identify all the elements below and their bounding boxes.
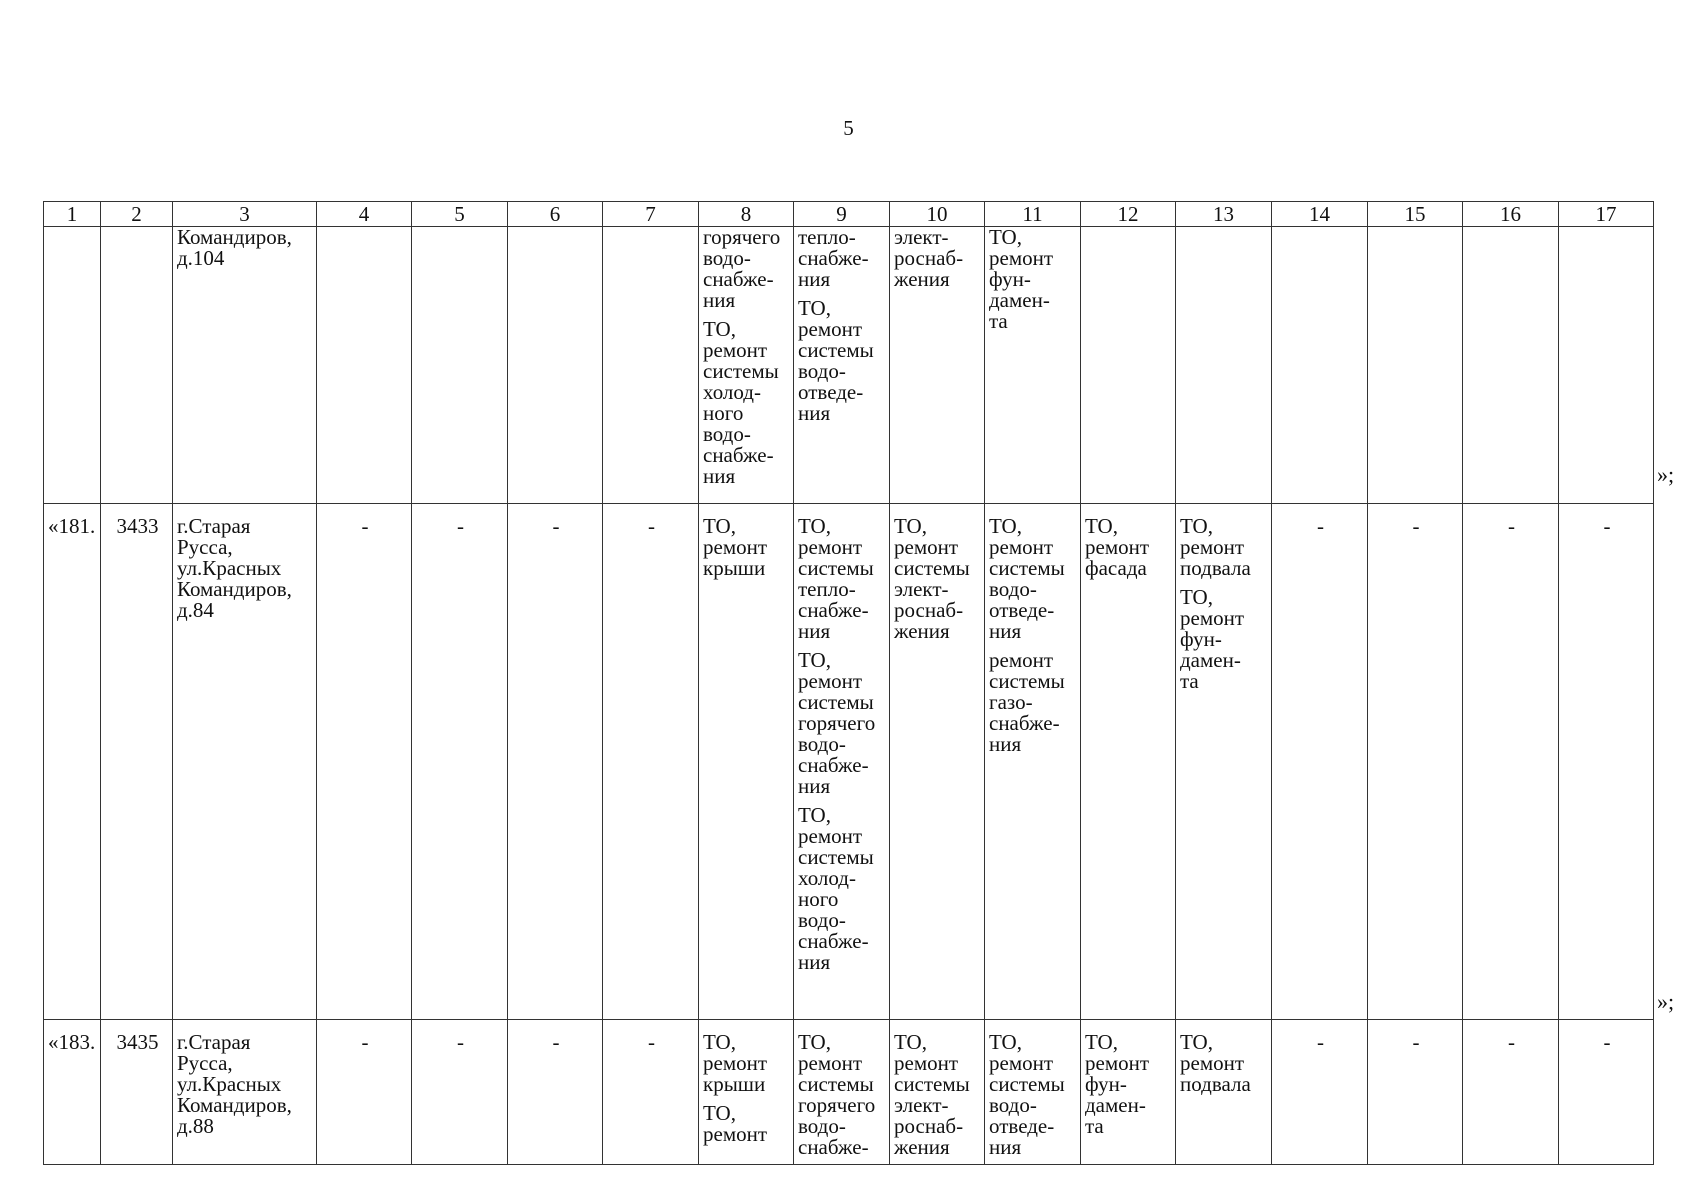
cell-line: системы [989, 556, 1065, 580]
cell-line: ТО, [798, 803, 831, 827]
cell-line: д.84 [177, 598, 214, 622]
column-header: 16 [1463, 202, 1559, 227]
cell-paragraph [798, 227, 887, 290]
table-cell: - [1272, 504, 1368, 1020]
table-cell: - [508, 504, 603, 1020]
table-cell: - [317, 504, 412, 1020]
cell-line: ремонт [703, 1051, 768, 1075]
table-cell [985, 504, 1081, 1020]
cell-line: снабже- [798, 753, 869, 777]
column-header: 3 [173, 202, 317, 227]
cell-line: ТО, [798, 1030, 831, 1054]
cell-line: ТО, [1180, 514, 1213, 538]
column-header: 12 [1081, 202, 1176, 227]
cell-paragraph [989, 227, 1078, 332]
table-row [44, 227, 1654, 504]
cell-paragraph [894, 516, 982, 642]
cell-line: ТО, [1085, 514, 1118, 538]
cell-paragraph [894, 227, 982, 290]
cell-line: ТО, [1085, 1030, 1118, 1054]
table-cell [1463, 227, 1559, 504]
cell-paragraph [703, 516, 791, 579]
cell-line: Командиров, [177, 226, 292, 249]
cell-line: ремонт [798, 1051, 863, 1075]
cell-line: снабже- [798, 929, 869, 953]
table-cell [173, 227, 317, 504]
cell-line: ния [798, 950, 831, 974]
cell-line: отведе- [798, 380, 864, 404]
cell-line: ТО, [798, 514, 831, 538]
cell-paragraph [703, 1032, 791, 1095]
cell-line: водо- [798, 732, 846, 756]
table-cell [1272, 227, 1368, 504]
table-cell [603, 227, 699, 504]
table-cell [1176, 227, 1272, 504]
cell-line: системы [703, 359, 779, 383]
cell-line: д.88 [177, 1114, 214, 1138]
cell-line: ного [798, 887, 839, 911]
column-header: 11 [985, 202, 1081, 227]
cell-line: ремонт [894, 535, 959, 559]
table-cell [699, 504, 794, 1020]
table-cell [1176, 1020, 1272, 1165]
table-cell [794, 504, 890, 1020]
table-cell [890, 504, 985, 1020]
cell-line: фасада [1085, 556, 1147, 580]
cell-line: горячего [703, 226, 781, 249]
cell-line: ния [798, 619, 831, 643]
cell-line: элект- [894, 577, 949, 601]
table-cell [699, 1020, 794, 1165]
page-number: 5 [843, 116, 854, 140]
table-cell: «181. [44, 504, 101, 1020]
table-cell [508, 227, 603, 504]
cell-line: ТО, [1180, 585, 1213, 609]
cell-line: роснаб- [894, 246, 964, 270]
cell-paragraph [1180, 587, 1269, 692]
cell-line: ТО, [798, 648, 831, 672]
cell-line: ТО, [703, 1101, 736, 1125]
column-header: 1 [44, 202, 101, 227]
cell-paragraph [1180, 516, 1269, 579]
cell-line: снабже- [989, 711, 1060, 735]
table-cell [890, 1020, 985, 1165]
cell-paragraph [894, 1032, 982, 1158]
cell-line: дамен- [1085, 1093, 1146, 1117]
column-header: 15 [1368, 202, 1463, 227]
cell-line: горячего [798, 1093, 876, 1117]
cell-line: дамен- [989, 288, 1050, 312]
table-cell: - [1368, 1020, 1463, 1165]
table-cell [1081, 504, 1176, 1020]
column-header: 5 [412, 202, 508, 227]
table-row [44, 504, 1654, 1020]
table-cell [1081, 1020, 1176, 1165]
cell-line: ул.Красных [177, 1072, 282, 1096]
cell-line: ного [703, 401, 744, 425]
cell-line: системы [989, 669, 1065, 693]
cell-line: ТО, [703, 1030, 736, 1054]
cell-line: водо- [798, 359, 846, 383]
table-cell: - [412, 1020, 508, 1165]
cell-line: фун- [1085, 1072, 1127, 1096]
column-header: 6 [508, 202, 603, 227]
cell-line: ремонт [703, 1122, 768, 1146]
column-header: 7 [603, 202, 699, 227]
table-cell: - [603, 504, 699, 1020]
cell-line: холод- [798, 866, 856, 890]
cell-line: ния [798, 401, 831, 425]
cell-line: водо- [989, 1093, 1037, 1117]
cell-line: снабже- [798, 598, 869, 622]
cell-paragraph [989, 650, 1078, 755]
cell-line: горячего [798, 711, 876, 735]
cell-line: системы [798, 845, 874, 869]
cell-line: водо- [703, 422, 751, 446]
cell-line: системы [798, 690, 874, 714]
cell-line: ремонт [989, 1051, 1054, 1075]
cell-line: г.Старая [177, 1030, 251, 1054]
cell-line: ния [798, 774, 831, 798]
table-cell: - [1272, 1020, 1368, 1165]
cell-paragraph [798, 650, 887, 797]
cell-line: ТО, [703, 317, 736, 341]
cell-line: ремонт [798, 669, 863, 693]
table-cell [412, 227, 508, 504]
cell-line: ТО, [989, 514, 1022, 538]
cell-line: та [989, 309, 1008, 333]
cell-paragraph [798, 1032, 887, 1158]
cell-line: ТО, [894, 514, 927, 538]
cell-line: системы [798, 556, 874, 580]
cell-line: водо- [703, 246, 751, 270]
cell-line: снабже- [703, 267, 774, 291]
cell-line: крыши [703, 1072, 766, 1096]
cell-line: ул.Красных [177, 556, 282, 580]
table-cell: - [1463, 1020, 1559, 1165]
cell-line: водо- [798, 908, 846, 932]
cell-line: г.Старая [177, 514, 251, 538]
table-cell: - [1559, 504, 1654, 1020]
cell-paragraph [703, 227, 791, 311]
cell-line: водо- [798, 1114, 846, 1138]
cell-line: элект- [894, 1093, 949, 1117]
cell-line: ния [989, 732, 1022, 756]
cell-line: д.104 [177, 246, 225, 270]
cell-paragraph [798, 805, 887, 973]
cell-line: Русса, [177, 1051, 233, 1075]
column-header: 14 [1272, 202, 1368, 227]
work-schedule-table [43, 201, 1654, 1165]
cell-line: отведе- [989, 598, 1055, 622]
table-cell: - [1463, 504, 1559, 1020]
cell-paragraph [798, 298, 887, 424]
column-header: 10 [890, 202, 985, 227]
table-cell [44, 227, 101, 504]
cell-line: жения [894, 1135, 950, 1159]
cell-paragraph [989, 1032, 1078, 1158]
cell-line: ремонт [989, 246, 1054, 270]
cell-line: системы [989, 1072, 1065, 1096]
table-cell [985, 1020, 1081, 1165]
cell-line: ТО, [703, 514, 736, 538]
table-row [44, 1020, 1654, 1165]
header-row [44, 202, 1654, 227]
cell-line: ния [703, 288, 736, 312]
table-cell [1081, 227, 1176, 504]
cell-line: ния [989, 619, 1022, 643]
column-header: 17 [1559, 202, 1654, 227]
table-cell [794, 1020, 890, 1165]
table-cell [1176, 504, 1272, 1020]
cell-line: системы [798, 1072, 874, 1096]
cell-line: ТО, [798, 296, 831, 320]
table-cell: «183. [44, 1020, 101, 1165]
cell-line: ремонт [894, 1051, 959, 1075]
cell-line: ремонт [1085, 535, 1150, 559]
cell-line: жения [894, 619, 950, 643]
cell-line: элект- [894, 226, 949, 249]
cell-line: ремонт [1180, 535, 1245, 559]
cell-line: фун- [989, 267, 1031, 291]
cell-line: снабже- [703, 443, 774, 467]
cell-line: ремонт [1180, 606, 1245, 630]
cell-line: та [1085, 1114, 1104, 1138]
table-cell [101, 227, 173, 504]
cell-paragraph [798, 516, 887, 642]
column-header: 9 [794, 202, 890, 227]
cell-line: ремонт [1180, 1051, 1245, 1075]
table-cell [985, 227, 1081, 504]
table-cell [1559, 227, 1654, 504]
column-header: 8 [699, 202, 794, 227]
cell-line: крыши [703, 556, 766, 580]
column-header: 13 [1176, 202, 1272, 227]
cell-paragraph [1180, 1032, 1269, 1095]
cell-paragraph [703, 319, 791, 487]
cell-line: ремонт [989, 648, 1054, 672]
cell-line: Командиров, [177, 1093, 292, 1117]
table-cell [699, 227, 794, 504]
cell-line: Командиров, [177, 577, 292, 601]
cell-paragraph [1085, 1032, 1173, 1137]
table-cell [317, 227, 412, 504]
table-cell: - [1368, 504, 1463, 1020]
row-end-mark: »; [1657, 989, 1675, 1014]
table-cell [173, 504, 317, 1020]
table-cell: - [317, 1020, 412, 1165]
cell-line: ТО, [989, 226, 1022, 249]
cell-line: системы [798, 338, 874, 362]
cell-line: ремонт [703, 338, 768, 362]
table-cell: - [1559, 1020, 1654, 1165]
cell-line: Русса, [177, 535, 233, 559]
column-header: 2 [101, 202, 173, 227]
table-cell: - [603, 1020, 699, 1165]
cell-line: ремонт [798, 824, 863, 848]
table-cell: - [412, 504, 508, 1020]
cell-line: ремонт [798, 535, 863, 559]
cell-line: тепло- [798, 577, 856, 601]
cell-line: газо- [989, 690, 1033, 714]
table-cell [890, 227, 985, 504]
row-end-mark: »; [1657, 462, 1675, 487]
cell-line: ния [703, 464, 736, 488]
table-cell: 3435 [101, 1020, 173, 1165]
cell-line: снабже- [798, 246, 869, 270]
cell-line: ния [989, 1135, 1022, 1159]
cell-line: отведе- [989, 1114, 1055, 1138]
cell-line: ТО, [989, 1030, 1022, 1054]
cell-line: ТО, [1180, 1030, 1213, 1054]
cell-line: ремонт [703, 535, 768, 559]
cell-line: тепло- [798, 226, 856, 249]
cell-paragraph [989, 516, 1078, 642]
cell-line: снабже- [798, 1135, 869, 1159]
cell-line: жения [894, 267, 950, 291]
cell-line: системы [894, 1072, 970, 1096]
cell-line: дамен- [1180, 648, 1241, 672]
cell-line: ТО, [894, 1030, 927, 1054]
cell-line: холод- [703, 380, 761, 404]
cell-line: водо- [989, 577, 1037, 601]
cell-line: та [1180, 669, 1199, 693]
table-cell [1368, 227, 1463, 504]
cell-line: роснаб- [894, 1114, 964, 1138]
cell-line: ния [798, 267, 831, 291]
cell-line: ремонт [798, 317, 863, 341]
table-cell: - [508, 1020, 603, 1165]
cell-line: роснаб- [894, 598, 964, 622]
cell-line: ремонт [989, 535, 1054, 559]
cell-paragraph [1085, 516, 1173, 579]
table-cell: 3433 [101, 504, 173, 1020]
cell-line: подвала [1180, 1072, 1251, 1096]
cell-line: системы [894, 556, 970, 580]
cell-paragraph [703, 1103, 791, 1145]
column-header: 4 [317, 202, 412, 227]
table-cell [794, 227, 890, 504]
table-cell [173, 1020, 317, 1165]
cell-line: ремонт [1085, 1051, 1150, 1075]
cell-line: подвала [1180, 556, 1251, 580]
cell-line: фун- [1180, 627, 1222, 651]
